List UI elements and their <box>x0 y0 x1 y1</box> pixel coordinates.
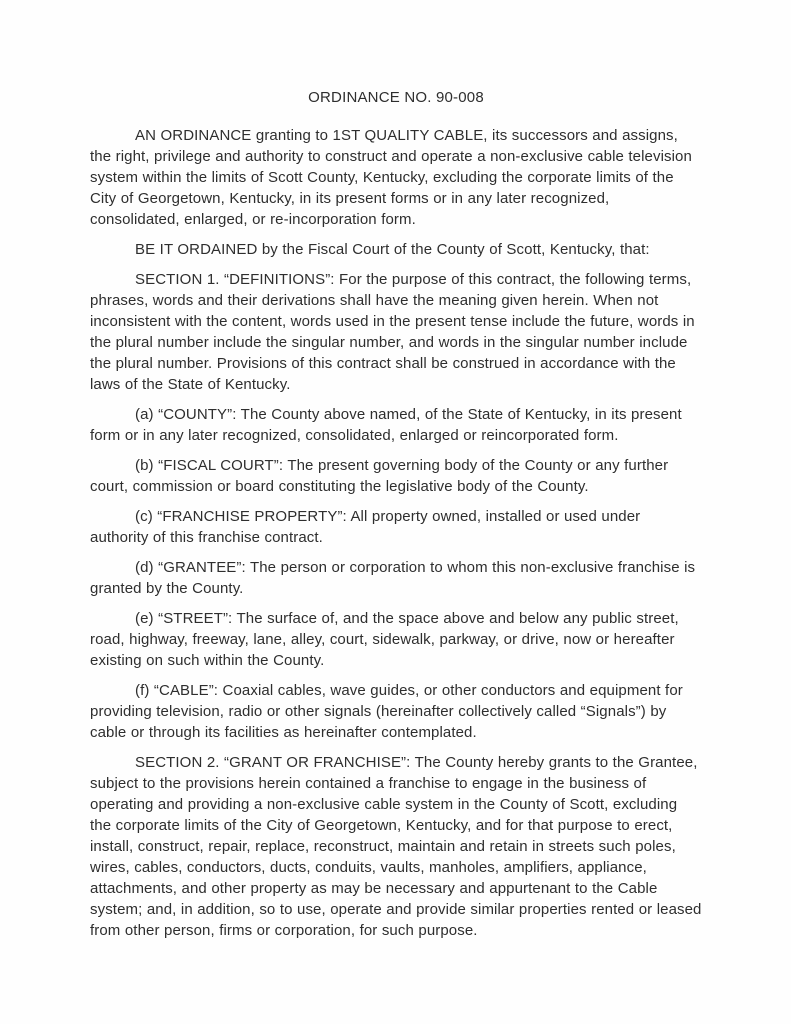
document-body <box>90 125 702 941</box>
paragraph-section-1-definitions: SECTION 1. “DEFINITIONS”: For the purpose of this contract, the following terms, phrases, words and their derivations shall have the meaning given herein. When not inconsistent with the content, words used in the present tense include the future, words in the plural number include the singular number, and words in the singular number include the plural number. Provisions of this contract shall be construed in accordance with the laws of the State of Kentucky. <box>90 271 695 393</box>
paragraph-enacting-clause: BE IT ORDAINED by the Fiscal Court of the County of Scott, Kentucky, that: <box>135 241 650 258</box>
paragraph-section-2-grant-or-franchise: SECTION 2. “GRANT OR FRANCHISE”: The County hereby grants to the Grantee, subject to the provisions herein contained a franchise to engage in the business of operating and providing a non-exclusive cable system in the County of Scott, excluding the corporate limits of the City of Georgetown, Kentucky, and for that purpose to erect, install, construct, repair, replace, reconstruct, maintain and retain in streets such poles, wires, cables, conductors, ducts, conduits, vaults, manholes, amplifiers, appliance, attachments, and other property as may be necessary and appurtenant to the Cable system; and, in addition, so to use, operate and provide similar properties rented or leased from other person, firms or corporation, for such purpose. <box>90 754 702 939</box>
paragraph-definition-b-fiscal-court: (b) “FISCAL COURT”: The present governing body of the County or any further court, commission or board constituting the legislative body of the County. <box>90 457 669 495</box>
paragraph-definition-d-grantee: (d) “GRANTEE”: The person or corporation to whom this non-exclusive franchise is granted by the County. <box>90 559 696 597</box>
paragraph-definition-e-street: (e) “STREET”: The surface of, and the space above and below any public street, road, highway, freeway, lane, alley, court, sidewalk, parkway, or drive, now or hereafter existing on such within the County. <box>90 610 679 669</box>
paragraph-preamble: AN ORDINANCE granting to 1ST QUALITY CABLE, its successors and assigns, the right, privilege and authority to construct and operate a non-exclusive cable television system within the limits of Scott County, Kentucky, excluding the corporate limits of the City of Georgetown, Kentucky, in its present forms or in any later recognized, consolidated, enlarged, or re-incorporation form. <box>90 127 692 228</box>
paragraph-definition-c-franchise-property: (c) “FRANCHISE PROPERTY”: All property owned, installed or used under authority of this franchise contract. <box>90 508 641 546</box>
paragraph-definition-f-cable: (f) “CABLE”: Coaxial cables, wave guides, or other conductors and equipment for providing television, radio or other signals (hereinafter collectively called “Signals”) by cable or through its facilities as hereinafter contemplated. <box>90 682 683 741</box>
document-title: ORDINANCE NO. 90-008 <box>308 89 484 106</box>
paragraph-definition-a-county: (a) “COUNTY”: The County above named, of the State of Kentucky, in its present form or in any later recognized, consolidated, enlarged or reincorporated form. <box>90 406 682 444</box>
